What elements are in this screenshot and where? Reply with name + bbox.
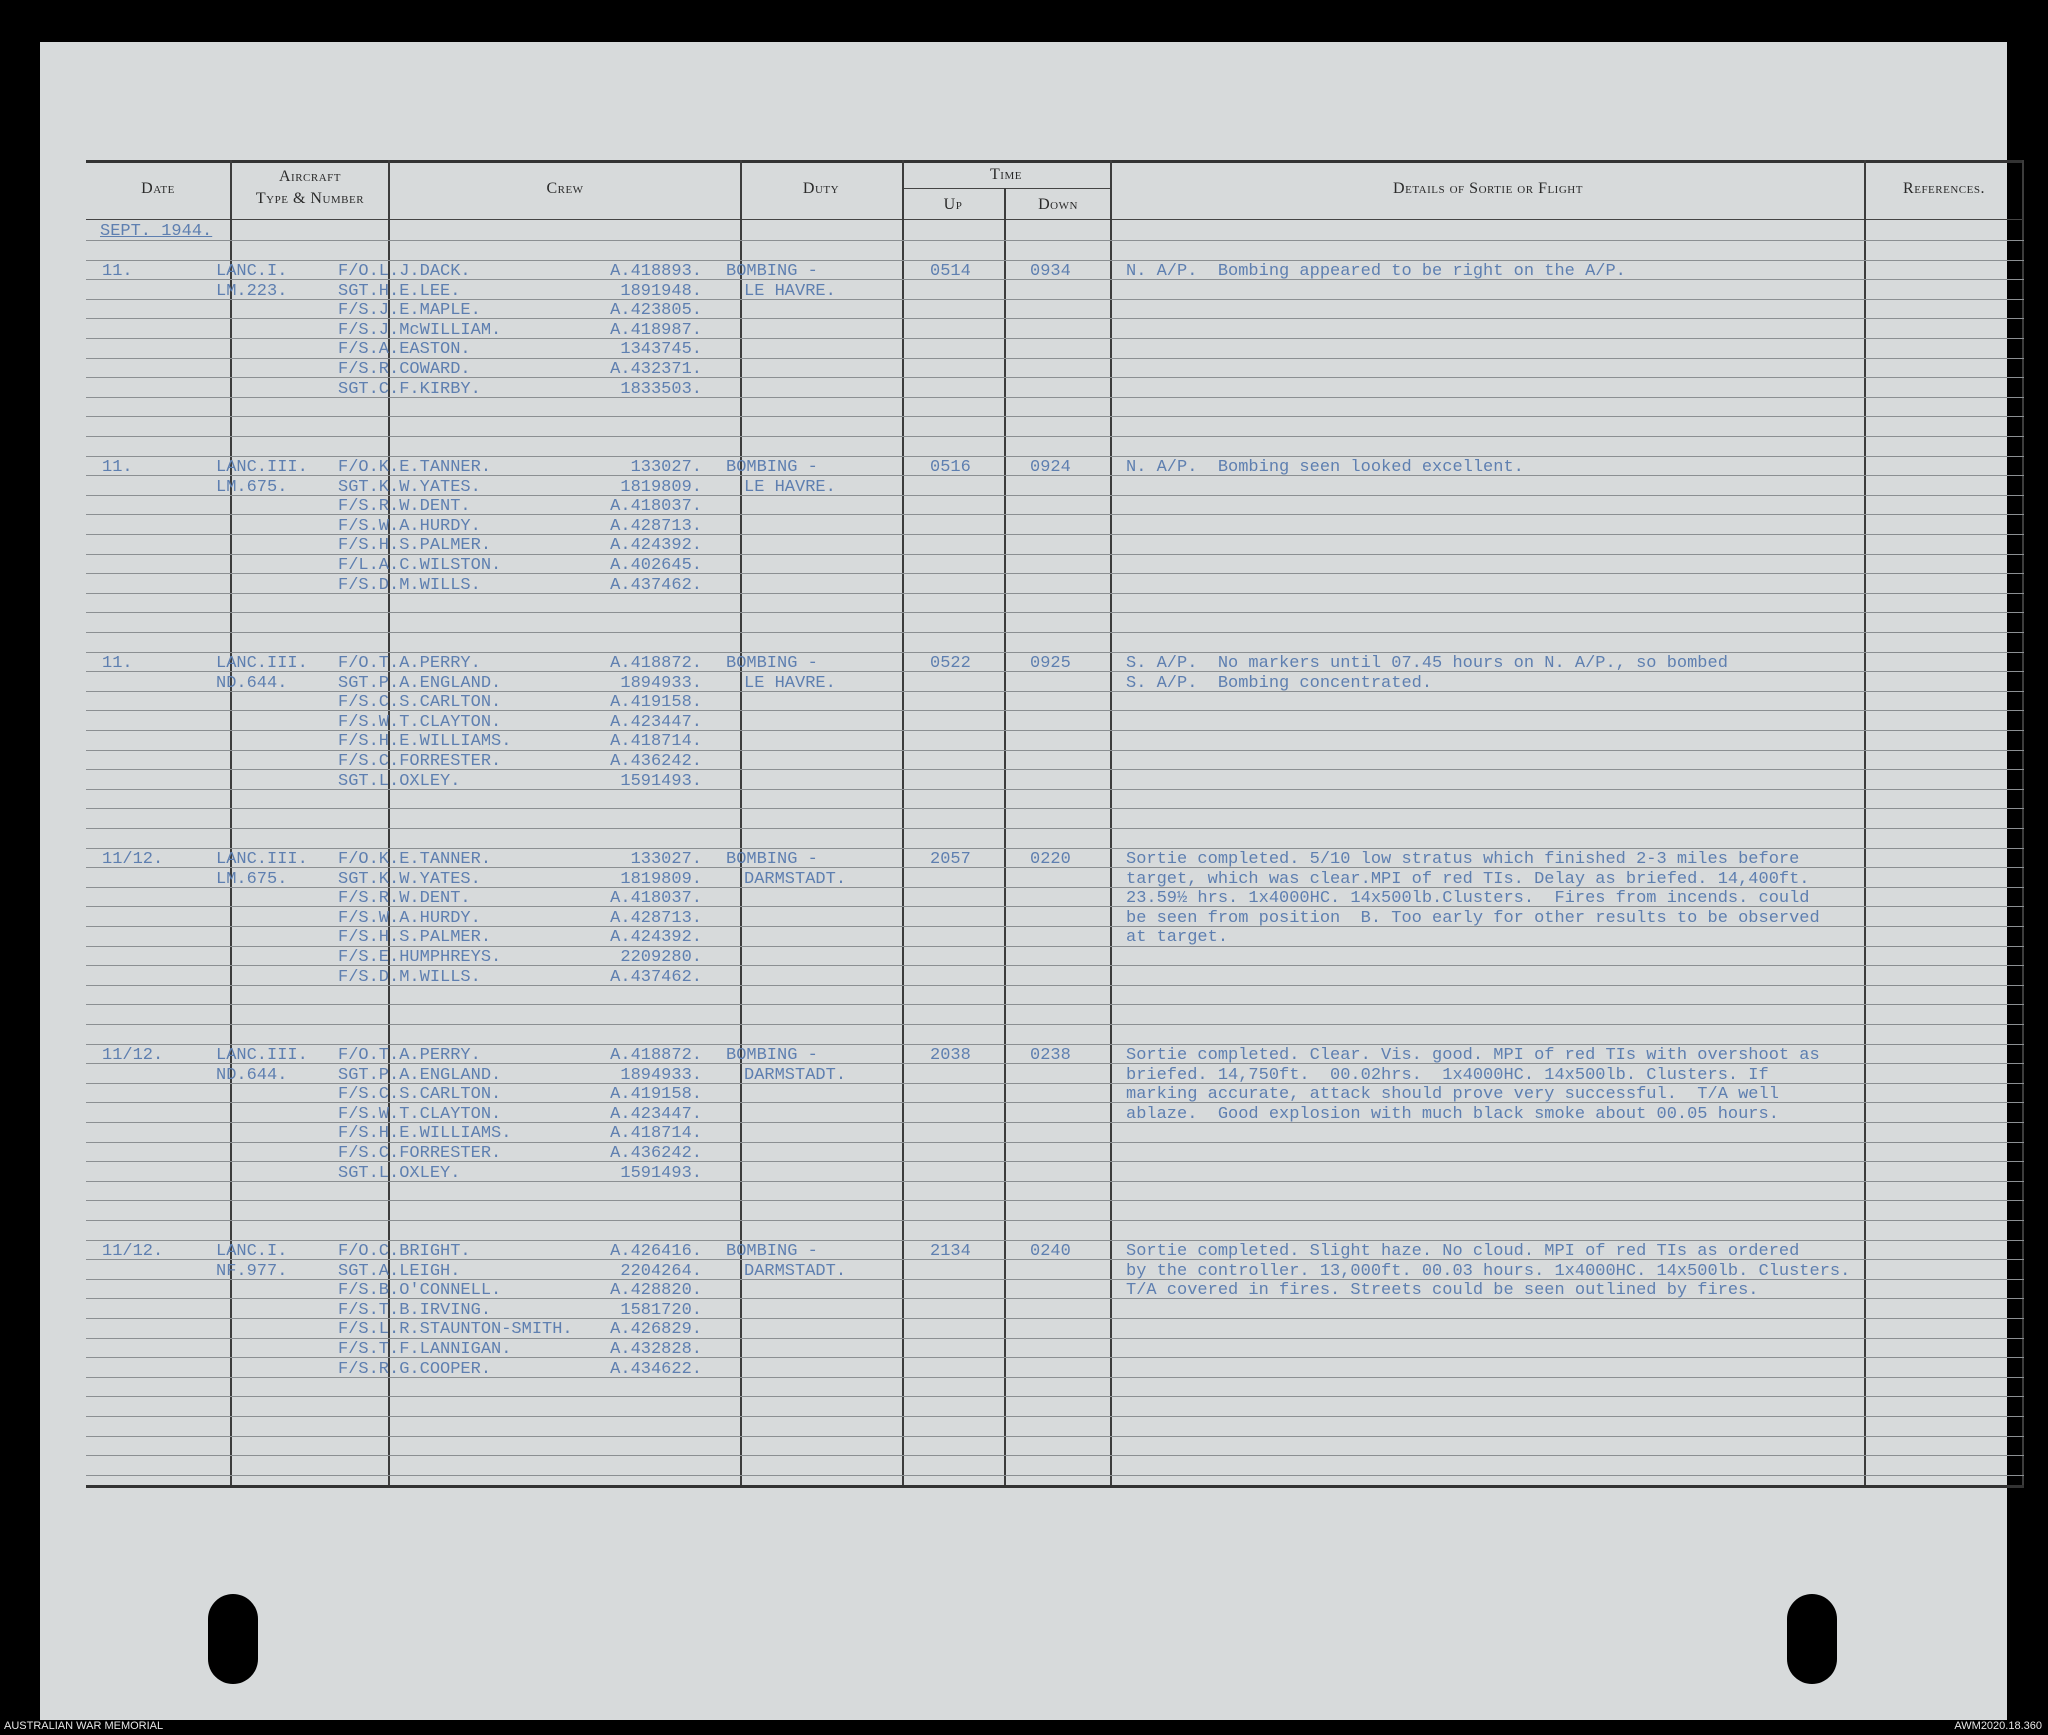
crew-number: A.423447. [610,713,702,732]
entry-date: 11/12. [102,850,164,869]
crew-number: 133027. [630,850,702,869]
ruled-line [86,1416,2024,1417]
ruled-line [86,1396,2024,1397]
time-up: 2038 [930,1046,971,1065]
crew-name: F/S.C.S.CARLTON. [338,693,502,712]
ruled-line [86,1455,2024,1456]
crew-name: F/S.J.E.MAPLE. [338,301,481,320]
crew-name: F/S.C.S.CARLTON. [338,1085,502,1104]
details-line: 23.59½ hrs. 1x4000HC. 14x500lb.Clusters. Fires from incends. could [1126,889,1810,908]
details-line: ablaze. Good explosion with much black smoke about 00.05 hours. [1126,1105,1779,1124]
crew-number: A.426416. [610,1242,702,1261]
entry-date: 11/12. [102,1046,164,1065]
crew-name: F/S.D.M.WILLS. [338,968,481,987]
crew-name: F/S.R.W.DENT. [338,889,471,908]
details-line: at target. [1126,928,1229,947]
crew-number: A.428820. [610,1281,702,1300]
crew-number: A.437462. [610,576,702,595]
crew-name: F/S.A.EASTON. [338,340,471,359]
crew-name: F/S.W.T.CLAYTON. [338,1105,502,1124]
aircraft-line: LM.675. [216,870,288,889]
time-down: 0934 [1030,262,1071,281]
ruled-line [86,1220,2024,1221]
crew-number: 1891948. [620,282,702,301]
details-line: briefed. 14,750ft. 00.02hrs. 1x4000HC. 14x500lb. Clusters. If [1126,1066,1769,1085]
time-up: 2057 [930,850,971,869]
ruled-line [86,1024,2024,1025]
details-line: S. A/P. No markers until 07.45 hours on N. A/P., so bombed [1126,654,1728,673]
crew-name: F/S.R.G.COOPER. [338,1360,492,1379]
crew-number: 2204264. [620,1262,702,1281]
crew-number: A.418714. [610,732,702,751]
duty-line: DARMSTADT. [744,870,847,889]
aircraft-line: ND.644. [216,1066,288,1085]
header-time-up: Up [943,196,963,213]
crew-name: F/S.H.S.PALMER. [338,536,492,555]
duty-line: BOMBING - [726,654,818,673]
ruled-line [86,1436,2024,1437]
duty-line: BOMBING - [726,1046,818,1065]
column-divider [1004,188,1006,1485]
crew-name: F/O.T.A.PERRY. [338,654,481,673]
crew-name: F/S.W.A.HURDY. [338,517,481,536]
crew-name: F/S.W.A.HURDY. [338,909,481,928]
duty-line: BOMBING - [726,262,818,281]
crew-number: 133027. [630,458,702,477]
details-line: N. A/P. Bombing seen looked excellent. [1126,458,1524,477]
crew-number: A.418872. [610,654,702,673]
crew-number: 1581720. [620,1301,702,1320]
crew-name: F/O.K.E.TANNER. [338,850,492,869]
time-up: 0522 [930,654,971,673]
aircraft-line: LANC.III. [216,1046,308,1065]
time-down: 0220 [1030,850,1071,869]
crew-number: A.424392. [610,536,702,555]
aircraft-line: LANC.III. [216,458,308,477]
crew-name: F/L.A.C.WILSTON. [338,556,502,575]
ruled-line [86,1044,2024,1045]
crew-name: F/S.H.E.WILLIAMS. [338,1124,512,1143]
crew-number: 1819809. [620,870,702,889]
details-line: Sortie completed. Clear. Vis. good. MPI of red TIs with overshoot as [1126,1046,1820,1065]
crew-number: 1894933. [620,1066,702,1085]
details-line: Sortie completed. 5/10 low stratus which finished 2-3 miles before [1126,850,1800,869]
ruled-line [86,456,2024,457]
entry-date: 11. [102,654,133,673]
ruled-line [86,632,2024,633]
duty-line: BOMBING - [726,458,818,477]
crew-name: F/S.T.F.LANNIGAN. [338,1340,512,1359]
crew-name: F/O.L.J.DACK. [338,262,471,281]
crew-number: A.402645. [610,556,702,575]
crew-number: 1591493. [620,772,702,791]
ruled-line [86,416,2024,417]
crew-name: SGT.L.OXLEY. [338,1164,461,1183]
crew-name: SGT.K.W.YATES. [338,478,481,497]
binder-hole-right [1787,1594,1837,1684]
crew-number: A.436242. [610,752,702,771]
entry-date: 11. [102,458,133,477]
crew-name: F/S.H.E.WILLIAMS. [338,732,512,751]
crew-name: SGT.A.LEIGH. [338,1262,461,1281]
crew-number: 2209280. [620,948,702,967]
aircraft-line: LANC.III. [216,850,308,869]
crew-number: A.419158. [610,1085,702,1104]
details-line: by the controller. 13,000ft. 00.03 hours. 1x4000HC. 14x500lb. Clusters. [1126,1262,1851,1281]
crew-name: SGT.C.F.KIRBY. [338,380,481,399]
time-down: 0238 [1030,1046,1071,1065]
crew-name: F/O.T.A.PERRY. [338,1046,481,1065]
crew-name: F/S.J.McWILLIAM. [338,321,502,340]
duty-line: BOMBING - [726,1242,818,1261]
header-time: Time [990,166,1022,183]
crew-name: F/S.T.B.IRVING. [338,1301,492,1320]
aircraft-line: LANC.III. [216,654,308,673]
details-line: target, which was clear.MPI of red TIs. Delay as briefed. 14,400ft. [1126,870,1810,889]
aircraft-line: LM.675. [216,478,288,497]
aircraft-line: LANC.I. [216,262,288,281]
ruled-line [86,612,2024,613]
crew-number: A.437462. [610,968,702,987]
duty-line: LE HAVRE. [744,478,836,497]
crew-number: A.418714. [610,1124,702,1143]
crew-name: F/S.W.T.CLAYTON. [338,713,502,732]
time-up: 2134 [930,1242,971,1261]
ruled-line [86,1240,2024,1241]
crew-number: A.419158. [610,693,702,712]
crew-number: A.428713. [610,909,702,928]
crew-number: A.418037. [610,889,702,908]
header-aircraft: Aircraft Type & Number [255,168,365,207]
details-line: S. A/P. Bombing concentrated. [1126,674,1433,693]
crew-number: A.426829. [610,1320,702,1339]
crew-number: A.428713. [610,517,702,536]
top-rule [86,160,2024,163]
crew-number: A.418893. [610,262,702,281]
bottom-rule [86,1485,2024,1488]
entry-date: 11. [102,262,133,281]
footer-left-credit: AUSTRALIAN WAR MEMORIAL [4,1720,164,1732]
crew-number: A.424392. [610,928,702,947]
header-crew: Crew [546,180,584,197]
crew-name: SGT.L.OXLEY. [338,772,461,791]
binder-hole-left [208,1594,258,1684]
crew-number: A.434622. [610,1360,702,1379]
ruled-line [86,436,2024,437]
crew-name: F/S.C.FORRESTER. [338,752,502,771]
crew-name: SGT.H.E.LEE. [338,282,461,301]
time-down: 0240 [1030,1242,1071,1261]
header-rule [86,219,2024,220]
ruled-line [86,1475,2024,1476]
crew-number: 1833503. [620,380,702,399]
ruled-line [86,240,2024,241]
aircraft-line: NF.977. [216,1262,288,1281]
ruled-line [86,848,2024,849]
details-line: Sortie completed. Slight haze. No cloud. MPI of red TIs as ordered [1126,1242,1800,1261]
crew-name: F/S.R.W.DENT. [338,497,471,516]
time-divider [902,188,1110,189]
aircraft-line: ND.644. [216,674,288,693]
ruled-line [86,808,2024,809]
crew-number: A.423447. [610,1105,702,1124]
crew-number: A.436242. [610,1144,702,1163]
crew-name: F/S.B.O'CONNELL. [338,1281,502,1300]
footer-right-ref: AWM2020.18.360 [1954,1720,2042,1732]
ruled-line [86,1004,2024,1005]
header-details: Details of Sortie or Flight [1393,180,1583,197]
crew-name: F/S.L.R.STAUNTON-SMITH. [338,1320,573,1339]
ruled-line [86,652,2024,653]
crew-name: SGT.P.A.ENGLAND. [338,674,502,693]
crew-name: F/O.K.E.TANNER. [338,458,492,477]
record-sheet [40,42,2007,1720]
duty-line: DARMSTADT. [744,1262,847,1281]
time-down: 0924 [1030,458,1071,477]
entry-date: 11/12. [102,1242,164,1261]
time-down: 0925 [1030,654,1071,673]
duty-line: LE HAVRE. [744,282,836,301]
time-up: 0514 [930,262,971,281]
crew-number: 1343745. [620,340,702,359]
crew-name: F/S.R.COWARD. [338,360,471,379]
duty-line: LE HAVRE. [744,674,836,693]
crew-number: A.432828. [610,1340,702,1359]
details-line: marking accurate, attack should prove very successful. T/A well [1126,1085,1779,1104]
month-heading: SEPT. 1944. [100,222,213,241]
time-up: 0516 [930,458,971,477]
crew-number: A.418037. [610,497,702,516]
details-line: T/A covered in fires. Streets could be seen outlined by fires. [1126,1281,1759,1300]
crew-name: F/S.H.S.PALMER. [338,928,492,947]
header-time-down: Down [1038,196,1078,213]
aircraft-line: LM.223. [216,282,288,301]
crew-number: 1591493. [620,1164,702,1183]
header-duty: Duty [802,180,840,197]
ruled-line [86,828,2024,829]
ruled-line [86,1200,2024,1201]
duty-line: DARMSTADT. [744,1066,847,1085]
crew-number: 1894933. [620,674,702,693]
crew-name: F/O.C.BRIGHT. [338,1242,471,1261]
operations-record-form [86,160,2024,1490]
crew-name: F/S.E.HUMPHREYS. [338,948,502,967]
ruled-line [86,260,2024,261]
crew-number: 1819809. [620,478,702,497]
crew-number: A.432371. [610,360,702,379]
crew-name: SGT.K.W.YATES. [338,870,481,889]
aircraft-line: LANC.I. [216,1242,288,1261]
crew-number: A.423805. [610,301,702,320]
duty-line: BOMBING - [726,850,818,869]
crew-number: A.418987. [610,321,702,340]
details-line: be seen from position B. Too early for other results to be observed [1126,909,1820,928]
header-references: References. [1903,180,1985,197]
crew-name: SGT.P.A.ENGLAND. [338,1066,502,1085]
crew-name: F/S.C.FORRESTER. [338,1144,502,1163]
header-date: Date [141,180,175,197]
crew-name: F/S.D.M.WILLS. [338,576,481,595]
crew-number: A.418872. [610,1046,702,1065]
details-line: N. A/P. Bombing appeared to be right on the A/P. [1126,262,1626,281]
